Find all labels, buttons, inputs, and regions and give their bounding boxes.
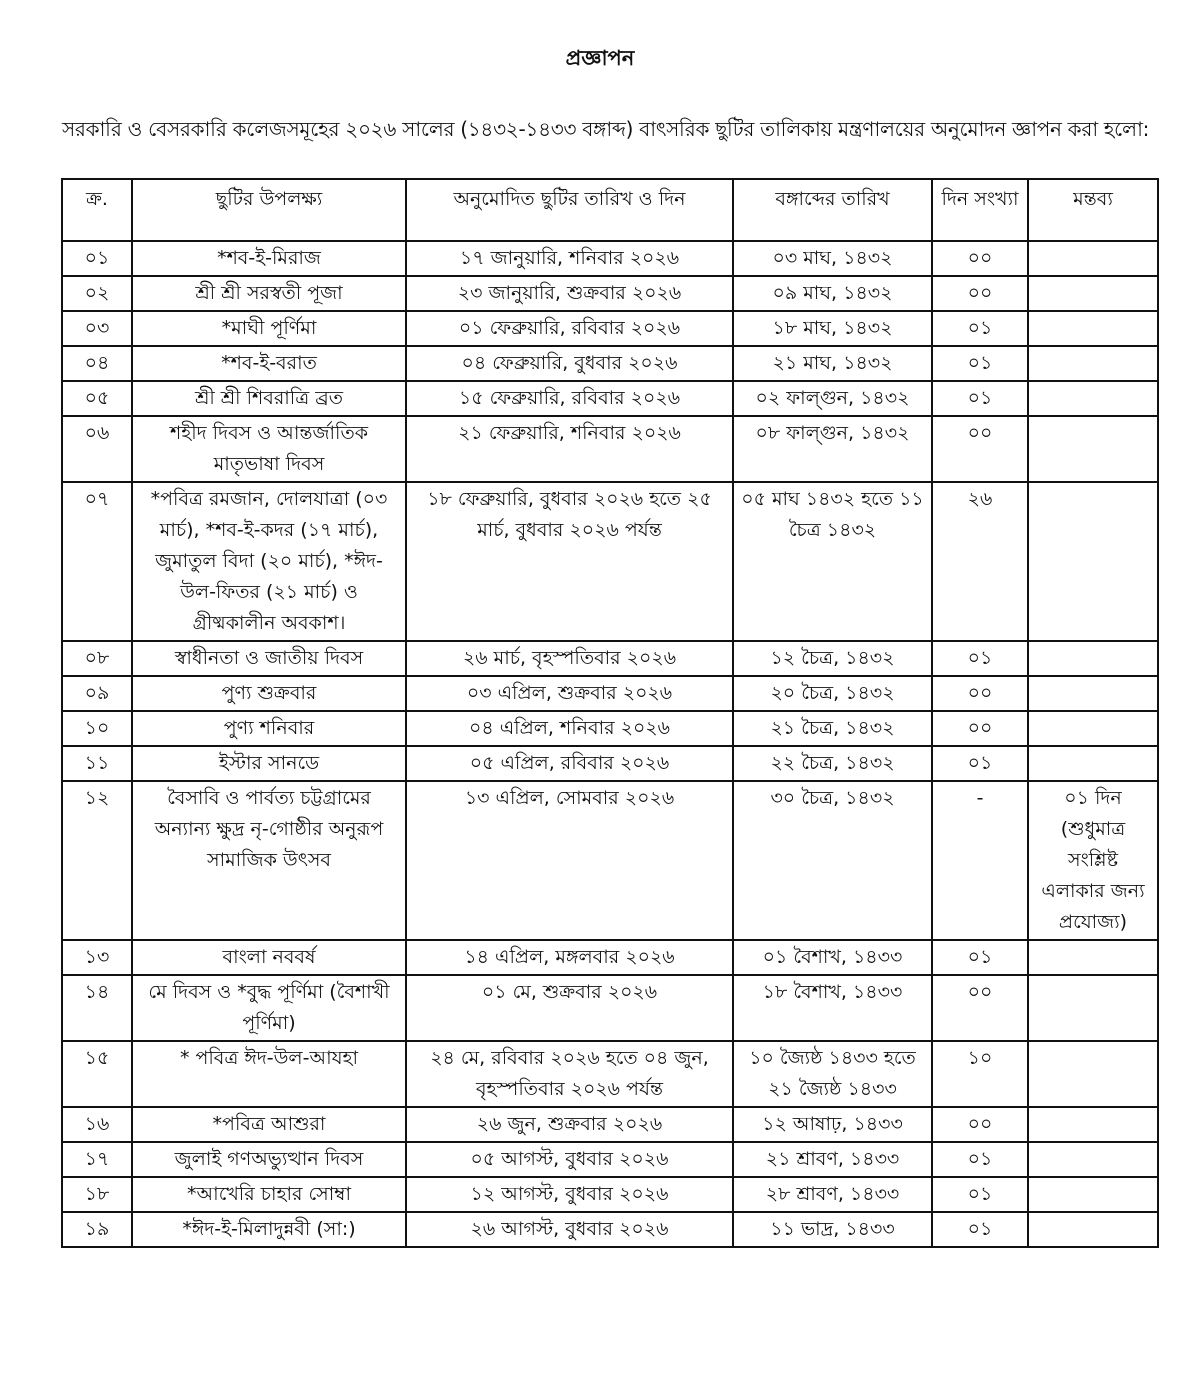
table-row: [62, 482, 1158, 641]
cell-date: ০৩ এপ্রিল, শুক্রবার ২০২৬: [406, 676, 733, 711]
table-row: [62, 416, 1158, 482]
cell-serial: ০৩: [62, 311, 132, 346]
cell-remarks: [1028, 1107, 1158, 1142]
cell-serial: ০১: [62, 241, 132, 276]
cell-days: ০০: [932, 711, 1028, 746]
intro-paragraph: সরকারি ও বেসরকারি কলেজসমূহের ২০২৬ সালের (১৪৩২-১৪৩৩ বঙ্গাব্দ) বাৎসরিক ছুটির তালিকায় মন্ত্রণালয়ের অনুমোদন জ্ঞাপন করা হলো:: [62, 117, 1150, 141]
cell-days: ০১: [932, 1212, 1028, 1247]
cell-days: ১০: [932, 1041, 1028, 1107]
cell-days: ০১: [932, 1142, 1028, 1177]
cell-remarks: [1028, 241, 1158, 276]
cell-date: ২৬ মার্চ, বৃহস্পতিবার ২০২৬: [406, 641, 733, 676]
table-row: [62, 781, 1158, 940]
cell-days: ০১: [932, 940, 1028, 975]
cell-remarks: [1028, 1041, 1158, 1107]
cell-occasion: *শব-ই-বরাত: [132, 346, 406, 381]
cell-serial: ০২: [62, 276, 132, 311]
cell-days: ০১: [932, 641, 1028, 676]
table-row: [62, 346, 1158, 381]
cell-serial: ১৪: [62, 975, 132, 1041]
table-row: [62, 276, 1158, 311]
cell-bangla-date: ০৯ মাঘ, ১৪৩২: [733, 276, 932, 311]
cell-occasion: বাংলা নববর্ষ: [132, 940, 406, 975]
table-row: [62, 711, 1158, 746]
cell-date: ০৪ এপ্রিল, শনিবার ২০২৬: [406, 711, 733, 746]
document-title: প্রজ্ঞাপন: [565, 46, 635, 70]
table-row: [62, 1177, 1158, 1212]
cell-occasion: *ঈদ-ই-মিলাদুন্নবী (সা:): [132, 1212, 406, 1247]
cell-remarks: [1028, 482, 1158, 641]
cell-occasion: ইস্টার সানডে: [132, 746, 406, 781]
cell-serial: ১৭: [62, 1142, 132, 1177]
cell-days: ০১: [932, 1177, 1028, 1212]
cell-occasion: জুলাই গণঅভ্যুত্থান দিবস: [132, 1142, 406, 1177]
table-row: [62, 1142, 1158, 1177]
cell-date: ০১ মে, শুক্রবার ২০২৬: [406, 975, 733, 1041]
cell-bangla-date: ২৮ শ্রাবণ, ১৪৩৩: [733, 1177, 932, 1212]
cell-remarks: [1028, 975, 1158, 1041]
table-row: [62, 381, 1158, 416]
cell-serial: ০৮: [62, 641, 132, 676]
cell-remarks: ০১ দিন (শুধুমাত্র সংশ্লিষ্ট এলাকার জন্য প্রযোজ্য): [1028, 781, 1158, 940]
cell-occasion: স্বাধীনতা ও জাতীয় দিবস: [132, 641, 406, 676]
cell-date: ২৪ মে, রবিবার ২০২৬ হতে ০৪ জুন, বৃহস্পতিবার ২০২৬ পর্যন্ত: [406, 1041, 733, 1107]
cell-days: ০০: [932, 975, 1028, 1041]
table-row: [62, 746, 1158, 781]
cell-date: ১৩ এপ্রিল, সোমবার ২০২৬: [406, 781, 733, 940]
cell-date: ২৬ আগস্ট, বুধবার ২০২৬: [406, 1212, 733, 1247]
cell-remarks: [1028, 311, 1158, 346]
table-row: [62, 1212, 1158, 1247]
cell-serial: ১৯: [62, 1212, 132, 1247]
cell-remarks: [1028, 276, 1158, 311]
cell-days: ০০: [932, 676, 1028, 711]
cell-occasion: *পবিত্র আশুরা: [132, 1107, 406, 1142]
cell-remarks: [1028, 346, 1158, 381]
cell-bangla-date: ১৮ মাঘ, ১৪৩২: [733, 311, 932, 346]
header-date: অনুমোদিত ছুটির তারিখ ও দিন: [406, 179, 733, 241]
cell-days: ০০: [932, 276, 1028, 311]
cell-bangla-date: ০২ ফাল্গুন, ১৪৩২: [733, 381, 932, 416]
cell-remarks: [1028, 711, 1158, 746]
cell-serial: ১২: [62, 781, 132, 940]
table-row: [62, 975, 1158, 1041]
table-row: [62, 641, 1158, 676]
cell-days: ০১: [932, 746, 1028, 781]
cell-days: ০০: [932, 416, 1028, 482]
holiday-table: [61, 178, 1159, 1248]
cell-occasion: বৈসাবি ও পার্বত্য চট্টগ্রামের অন্যান্য ক্ষুদ্র নৃ-গোষ্ঠীর অনুরূপ সামাজিক উৎসব: [132, 781, 406, 940]
cell-date: ২৩ জানুয়ারি, শুক্রবার ২০২৬: [406, 276, 733, 311]
cell-serial: ০৯: [62, 676, 132, 711]
cell-remarks: [1028, 746, 1158, 781]
cell-serial: ১১: [62, 746, 132, 781]
cell-date: ০৪ ফেব্রুয়ারি, বুধবার ২০২৬: [406, 346, 733, 381]
cell-date: ১৪ এপ্রিল, মঙ্গলবার ২০২৬: [406, 940, 733, 975]
cell-occasion: মে দিবস ও *বুদ্ধ পূর্ণিমা (বৈশাখী পূর্ণিমা): [132, 975, 406, 1041]
header-bangla-date: বঙ্গাব্দের তারিখ: [733, 179, 932, 241]
cell-serial: ০৬: [62, 416, 132, 482]
cell-date: ১২ আগস্ট, বুধবার ২০২৬: [406, 1177, 733, 1212]
cell-occasion: শহীদ দিবস ও আন্তর্জাতিক মাতৃভাষা দিবস: [132, 416, 406, 482]
cell-serial: ১৩: [62, 940, 132, 975]
cell-occasion: শ্রী শ্রী শিবরাত্রি ব্রত: [132, 381, 406, 416]
header-remarks: মন্তব্য: [1028, 179, 1158, 241]
header-days: দিন সংখ্যা: [932, 179, 1028, 241]
table-row: [62, 311, 1158, 346]
table-header-row: [62, 179, 1158, 241]
cell-date: ১৭ জানুয়ারি, শনিবার ২০২৬: [406, 241, 733, 276]
cell-bangla-date: ১৮ বৈশাখ, ১৪৩৩: [733, 975, 932, 1041]
table-row: [62, 940, 1158, 975]
cell-bangla-date: ২১ চৈত্র, ১৪৩২: [733, 711, 932, 746]
cell-serial: ০৭: [62, 482, 132, 641]
cell-days: ০১: [932, 311, 1028, 346]
table-row: [62, 1107, 1158, 1142]
cell-date: ০৫ আগস্ট, বুধবার ২০২৬: [406, 1142, 733, 1177]
cell-remarks: [1028, 676, 1158, 711]
cell-bangla-date: ২১ মাঘ, ১৪৩২: [733, 346, 932, 381]
table-row: [62, 241, 1158, 276]
cell-date: ১৮ ফেব্রুয়ারি, বুধবার ২০২৬ হতে ২৫ মার্চ, বুধবার ২০২৬ পর্যন্ত: [406, 482, 733, 641]
cell-bangla-date: ০৮ ফাল্গুন, ১৪৩২: [733, 416, 932, 482]
cell-days: ০১: [932, 381, 1028, 416]
cell-date: ২৬ জুন, শুক্রবার ২০২৬: [406, 1107, 733, 1142]
cell-bangla-date: ১০ জ্যৈষ্ঠ ১৪৩৩ হতে ২১ জ্যৈষ্ঠ ১৪৩৩: [733, 1041, 932, 1107]
cell-bangla-date: ০৩ মাঘ, ১৪৩২: [733, 241, 932, 276]
cell-bangla-date: ১১ ভাদ্র, ১৪৩৩: [733, 1212, 932, 1247]
cell-occasion: পুণ্য শুক্রবার: [132, 676, 406, 711]
header-occasion: ছুটির উপলক্ষ্য: [132, 179, 406, 241]
cell-days: -: [932, 781, 1028, 940]
cell-remarks: [1028, 1177, 1158, 1212]
cell-occasion: *শব-ই-মিরাজ: [132, 241, 406, 276]
cell-serial: ০৫: [62, 381, 132, 416]
cell-remarks: [1028, 940, 1158, 975]
cell-occasion: পুণ্য শনিবার: [132, 711, 406, 746]
cell-bangla-date: ০১ বৈশাখ, ১৪৩৩: [733, 940, 932, 975]
cell-occasion: *আখেরি চাহার সোম্বা: [132, 1177, 406, 1212]
table-row: [62, 1041, 1158, 1107]
cell-date: ২১ ফেব্রুয়ারি, শনিবার ২০২৬: [406, 416, 733, 482]
cell-occasion: * পবিত্র ঈদ-উল-আযহা: [132, 1041, 406, 1107]
header-serial: ক্র.: [62, 179, 132, 241]
cell-remarks: [1028, 1212, 1158, 1247]
cell-bangla-date: ১২ আষাঢ়, ১৪৩৩: [733, 1107, 932, 1142]
cell-remarks: [1028, 381, 1158, 416]
cell-bangla-date: ৩০ চৈত্র, ১৪৩২: [733, 781, 932, 940]
cell-serial: ১৫: [62, 1041, 132, 1107]
cell-bangla-date: ২০ চৈত্র, ১৪৩২: [733, 676, 932, 711]
cell-date: ১৫ ফেব্রুয়ারি, রবিবার ২০২৬: [406, 381, 733, 416]
cell-serial: ১০: [62, 711, 132, 746]
cell-bangla-date: ০৫ মাঘ ১৪৩২ হতে ১১ চৈত্র ১৪৩২: [733, 482, 932, 641]
cell-bangla-date: ২২ চৈত্র, ১৪৩২: [733, 746, 932, 781]
cell-remarks: [1028, 641, 1158, 676]
cell-bangla-date: ১২ চৈত্র, ১৪৩২: [733, 641, 932, 676]
cell-days: ২৬: [932, 482, 1028, 641]
cell-occasion: *পবিত্র রমজান, দোলযাত্রা (০৩ মার্চ), *শব-ই-কদর (১৭ মার্চ), জুমাতুল বিদা (২০ মার্চ), *ঈদ-উল-ফিতর (২১ মার্চ) ও গ্রীষ্মকালীন অবকাশ।: [132, 482, 406, 641]
cell-serial: ০৪: [62, 346, 132, 381]
cell-days: ০০: [932, 241, 1028, 276]
cell-date: ০৫ এপ্রিল, রবিবার ২০২৬: [406, 746, 733, 781]
cell-occasion: শ্রী শ্রী সরস্বতী পূজা: [132, 276, 406, 311]
cell-remarks: [1028, 1142, 1158, 1177]
cell-date: ০১ ফেব্রুয়ারি, রবিবার ২০২৬: [406, 311, 733, 346]
cell-occasion: *মাঘী পূর্ণিমা: [132, 311, 406, 346]
cell-bangla-date: ২১ শ্রাবণ, ১৪৩৩: [733, 1142, 932, 1177]
cell-serial: ১৮: [62, 1177, 132, 1212]
cell-days: ০০: [932, 1107, 1028, 1142]
cell-remarks: [1028, 416, 1158, 482]
table-row: [62, 676, 1158, 711]
cell-days: ০১: [932, 346, 1028, 381]
cell-serial: ১৬: [62, 1107, 132, 1142]
